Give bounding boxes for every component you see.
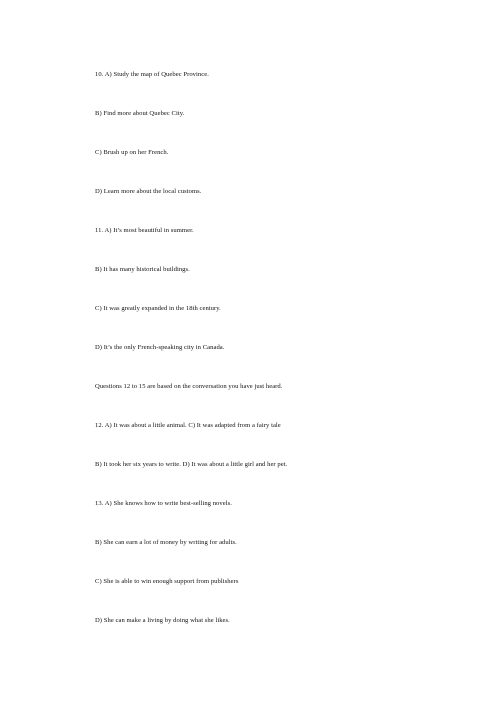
q11-option-b: B) It has many historical buildings. bbox=[95, 266, 190, 273]
q11-option-d: D) It’s the only French-speaking city in Canada. bbox=[95, 344, 225, 351]
q11-option-a: 11. A) It’s most beautiful in summer. bbox=[95, 227, 194, 234]
q12-options-b-d: B) It took her six years to write. D) It was about a little girl and her pet. bbox=[95, 461, 288, 468]
section-instruction: Questions 12 to 15 are based on the conversation you have just heard. bbox=[95, 383, 283, 390]
q13-option-d: D) She can make a living by doing what she likes. bbox=[95, 617, 230, 624]
q12-options-a-c: 12. A) It was about a little animal. C) It was adapted from a fairy tale bbox=[95, 422, 281, 429]
q13-option-b: B) She can earn a lot of money by writing for adults. bbox=[95, 539, 237, 546]
q10-option-c: C) Brush up on her French. bbox=[95, 149, 169, 156]
q10-option-d: D) Learn more about the local customs. bbox=[95, 188, 202, 195]
q13-option-c: C) She is able to win enough support from publishers bbox=[95, 578, 239, 585]
q10-option-b: B) Find more about Quebec City. bbox=[95, 110, 185, 117]
q11-option-c: C) It was greatly expanded in the 18th century. bbox=[95, 305, 221, 312]
q13-option-a: 13. A) She knows how to write best-selling novels. bbox=[95, 500, 232, 507]
q10-option-a: 10. A) Study the map of Quebec Province. bbox=[95, 71, 209, 78]
